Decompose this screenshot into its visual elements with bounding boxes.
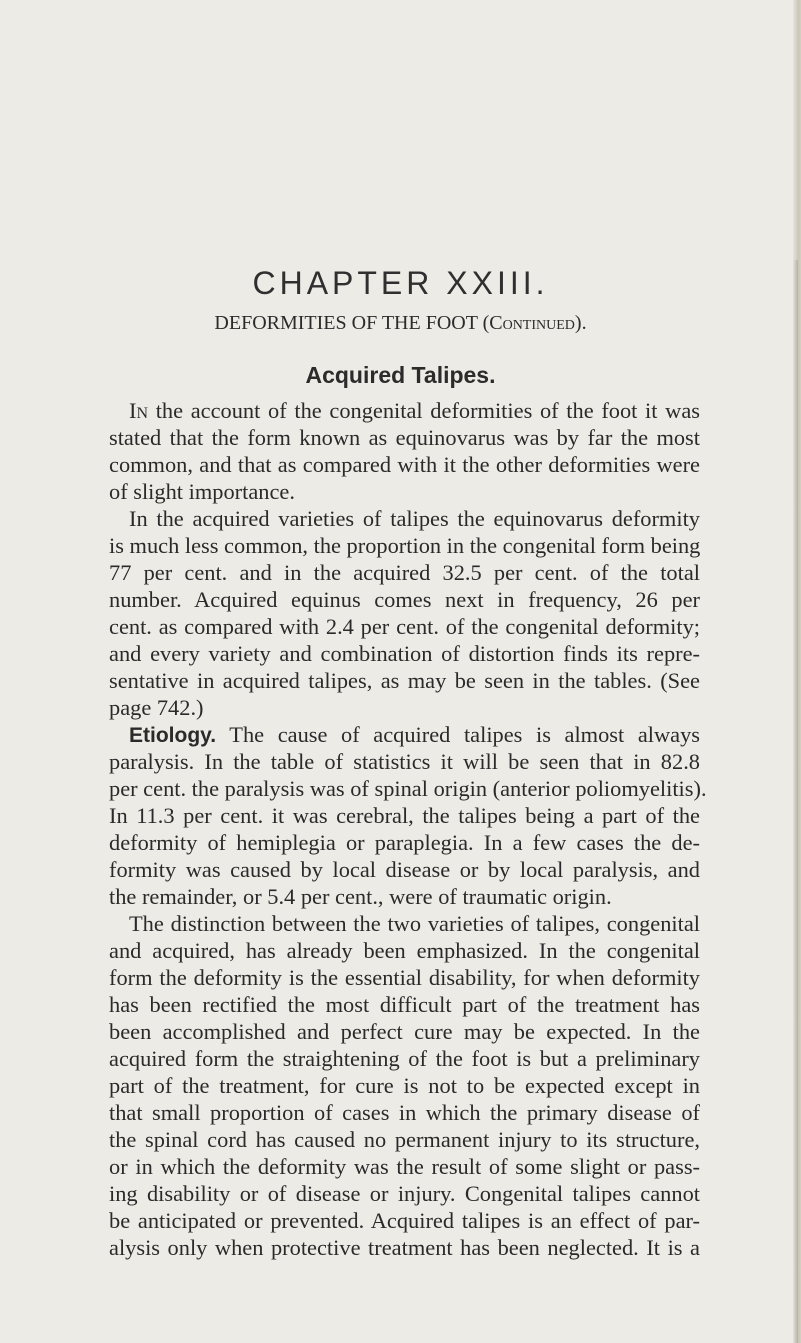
paragraph-2-line-5: cent. as compared with 2.4 per cent. of the congenital deformity; xyxy=(109,614,700,639)
paragraph-1-line-3: common, and that as compared with it the other deformities were xyxy=(109,452,700,477)
paragraph-4-line-2: and acquired, has already been emphasized. In the congenital xyxy=(109,938,700,963)
paragraph-2-line-1: In the acquired varieties of talipes the equinovarus deformity xyxy=(129,506,700,531)
paragraph-1-line-1: In the account of the congenital deformities of the foot it was xyxy=(129,398,700,423)
paragraph-4-line-4: has been rectified the most difficult part of the treatment has xyxy=(109,992,700,1017)
paragraph-3-line-2: paralysis. In the table of statistics it will be seen that in 82.8 xyxy=(109,749,700,774)
paragraph-4-line-13: alysis only when protective treatment has been neglected. It is a xyxy=(109,1235,700,1260)
paragraph-4-line-6: acquired form the straightening of the foot is but a preliminary xyxy=(109,1046,700,1071)
section-heading: Acquired Talipes. xyxy=(305,362,496,388)
paragraph-2-line-8: page 742.) xyxy=(109,695,204,720)
paragraph-4-line-11: ing disability or of disease or injury. Congenital talipes cannot xyxy=(109,1181,700,1206)
paragraph-3-line-7: the remainder, or 5.4 per cent., were of traumatic origin. xyxy=(109,884,612,909)
run-in-heading-etiology: Etiology. xyxy=(129,724,217,747)
paragraph-2-line-7: sentative in acquired talipes, as may be seen in the tables. (See xyxy=(109,668,700,693)
drop-word: In xyxy=(129,398,149,423)
subtitle-continued: Continued xyxy=(489,312,575,334)
chapter-subtitle xyxy=(0,312,801,335)
paragraph-2-line-6: and every variety and combination of distortion finds its repre- xyxy=(109,641,700,666)
paragraph-4-line-10: or in which the deformity was the result of some slight or pass- xyxy=(109,1154,700,1179)
chapter-title: CHAPTER XXIII. xyxy=(252,265,549,301)
paragraph-4-line-3: form the deformity is the essential disability, for when deformity xyxy=(109,965,700,990)
paragraph-2-line-4: number. Acquired equinus comes next in frequency, 26 per xyxy=(109,587,700,612)
paragraph-4-line-12: be anticipated or prevented. Acquired talipes is an effect of par- xyxy=(109,1208,700,1233)
paragraph-4-line-9: the spinal cord has caused no permanent injury to its structure, xyxy=(109,1127,700,1152)
paragraph-2-line-3: 77 per cent. and in the acquired 32.5 per cent. of the total xyxy=(109,560,700,585)
paragraph-4-line-7: part of the treatment, for cure is not to be expected except in xyxy=(109,1073,700,1098)
paragraph-1-line-4: of slight importance. xyxy=(109,479,295,504)
paragraph-4-line-1: The distinction between the two varieties of talipes, congenital xyxy=(129,911,700,936)
subtitle-main: DEFORMITIES OF THE FOOT ( xyxy=(214,312,490,334)
paragraph-3-line-1: Etiology. The cause of acquired talipes is almost always xyxy=(129,722,700,747)
paragraph-2-line-2: is much less common, the proportion in the congenital form being xyxy=(109,533,701,558)
paragraph-1-line-2: stated that the form known as equinovarus was by far the most xyxy=(109,425,700,450)
paragraph-4-line-8: that small proportion of cases in which the primary disease of xyxy=(109,1100,700,1125)
subtitle-end: ). xyxy=(574,312,587,334)
paragraph-3-line-5: deformity of hemiplegia or paraplegia. In a few cases the de- xyxy=(109,830,700,855)
paragraph-3-line-4: In 11.3 per cent. it was cerebral, the talipes being a part of the xyxy=(109,803,700,828)
paragraph-3-line-6: formity was caused by local disease or by local paralysis, and xyxy=(109,857,700,882)
page-edge-shadow xyxy=(793,260,798,1343)
paragraph-3-line-3: per cent. the paralysis was of spinal origin (anterior poliomyelitis). xyxy=(109,776,707,801)
paragraph-4-line-5: been accomplished and perfect cure may be expected. In the xyxy=(109,1019,700,1044)
